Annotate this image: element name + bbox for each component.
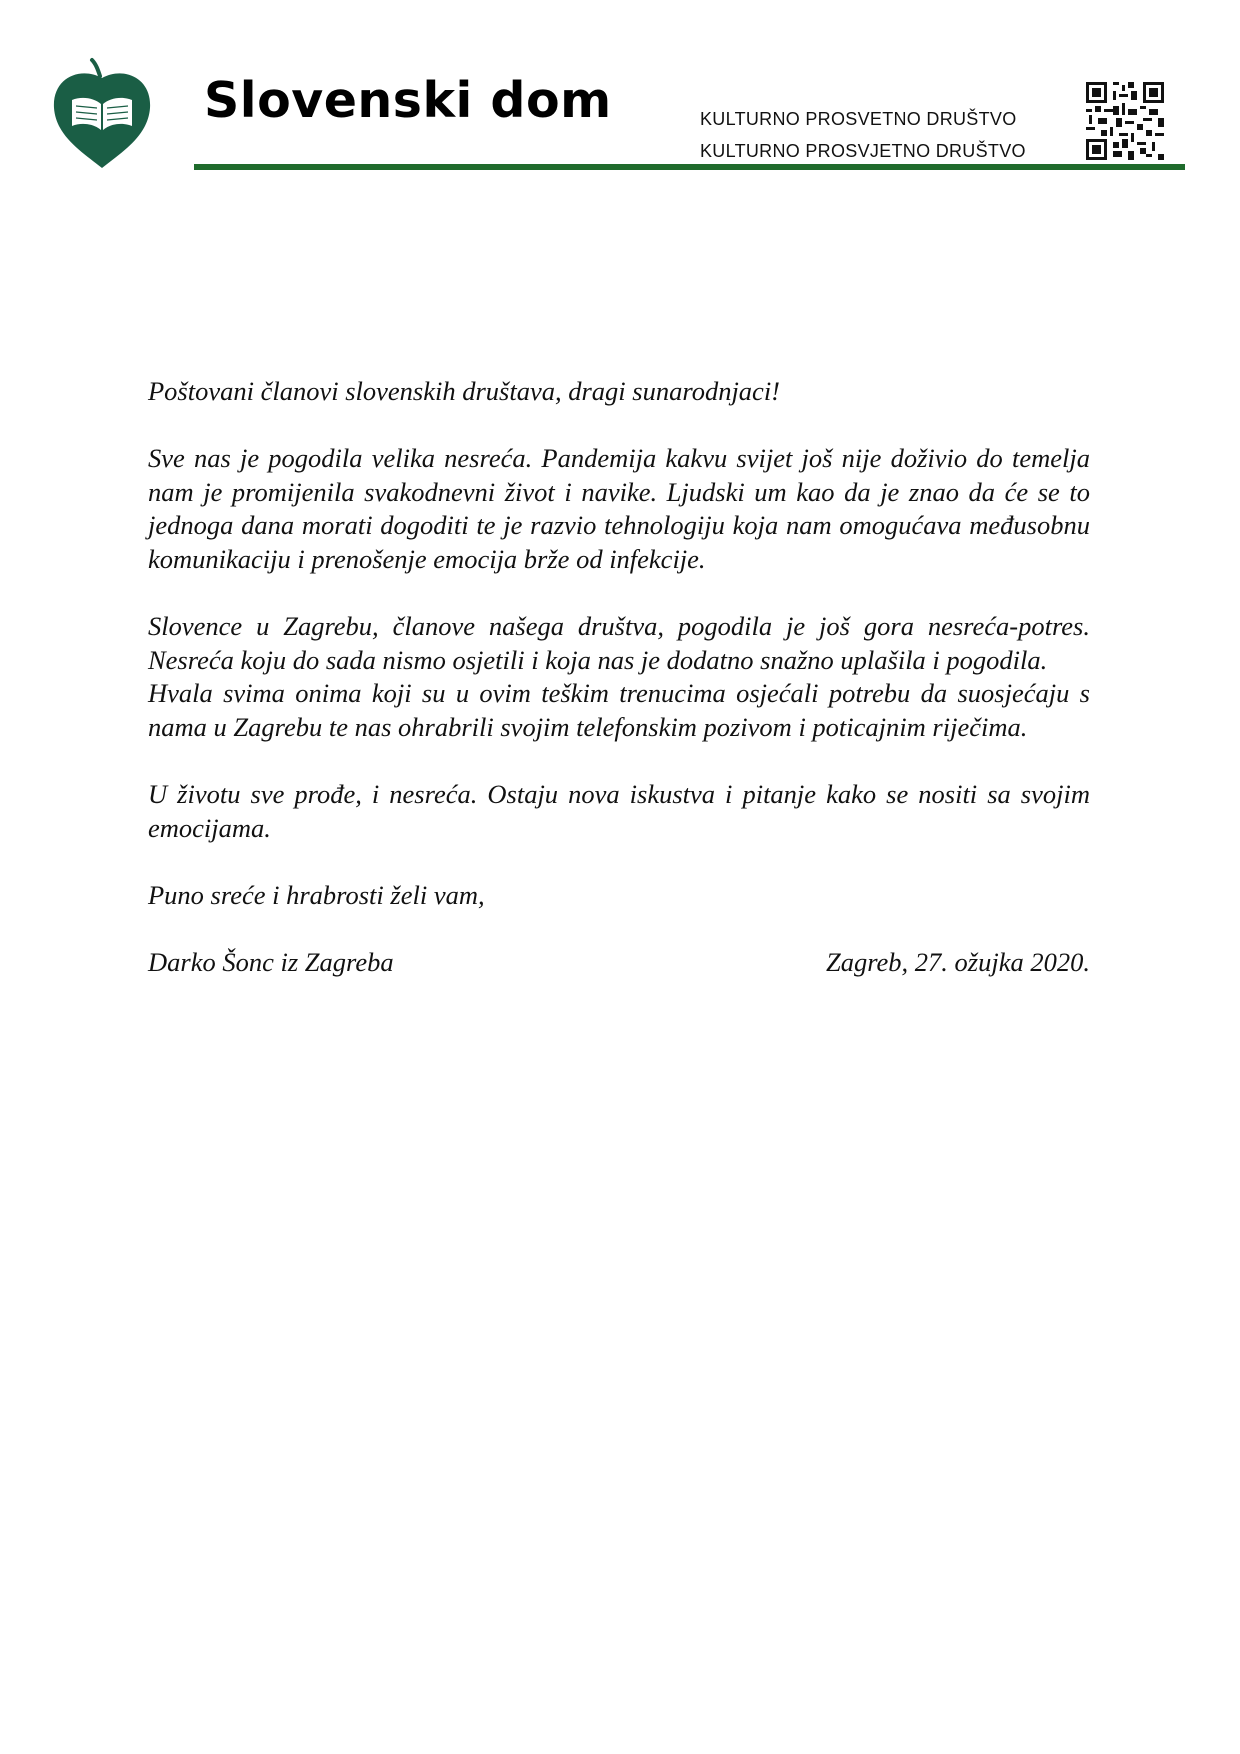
qr-code-icon: [1086, 82, 1164, 160]
header-rule: [194, 164, 1185, 170]
place-date: Zagreb, 27. ožujka 2020.: [825, 947, 1090, 978]
signature: Darko Šonc iz Zagreba: [148, 947, 394, 978]
paragraph-earthquake: Slovence u Zagrebu, članove našega društva, pogodila je još gora nesreća-potres. Nesreća koju do sada nismo osjetili i koja nas je dodatno snažno uplašila i pogodila.: [148, 611, 1090, 675]
paragraph-thanks: Hvala svima onima koji su u ovim teškim trenucima osjećali potrebu da suosjećaju s nama u Zagrebu te nas ohrabrili svojim telefonskim pozivom i poticajnim riječima.: [148, 678, 1090, 742]
letter-body: [148, 375, 1090, 980]
paragraph-life: U životu sve prođe, i nesreća. Ostaju nova iskustva i pitanje kako se nositi sa svojim emocijama.: [148, 779, 1090, 843]
org-name: Slovenski dom: [204, 72, 612, 129]
leaf-book-logo-icon: [52, 56, 152, 170]
paragraph-pandemic: Sve nas je pogodila velika nesreća. Pandemija kakvu svijet još nije doživio do temelja nam je promijenila svakodnevni život i navike. Ljudski um kao da je znao da će se to jednoga dana morati dogoditi te je razvio tehnologiju koja nam omogućava međusobnu komunikaciju i prenošenje emocija brže od infekcije.: [148, 443, 1090, 574]
org-subtitle-slovene: KULTURNO PROSVETNO DRUŠTVO: [700, 109, 1017, 129]
greeting: Poštovani članovi slovenskih društava, dragi sunarodnjaci!: [148, 376, 781, 406]
closing: Puno sreće i hrabrosti želi vam,: [148, 879, 485, 910]
signature-row: [148, 946, 1090, 980]
org-subtitle-croatian: KULTURNO PROSVJETNO DRUŠTVO: [700, 141, 1026, 161]
